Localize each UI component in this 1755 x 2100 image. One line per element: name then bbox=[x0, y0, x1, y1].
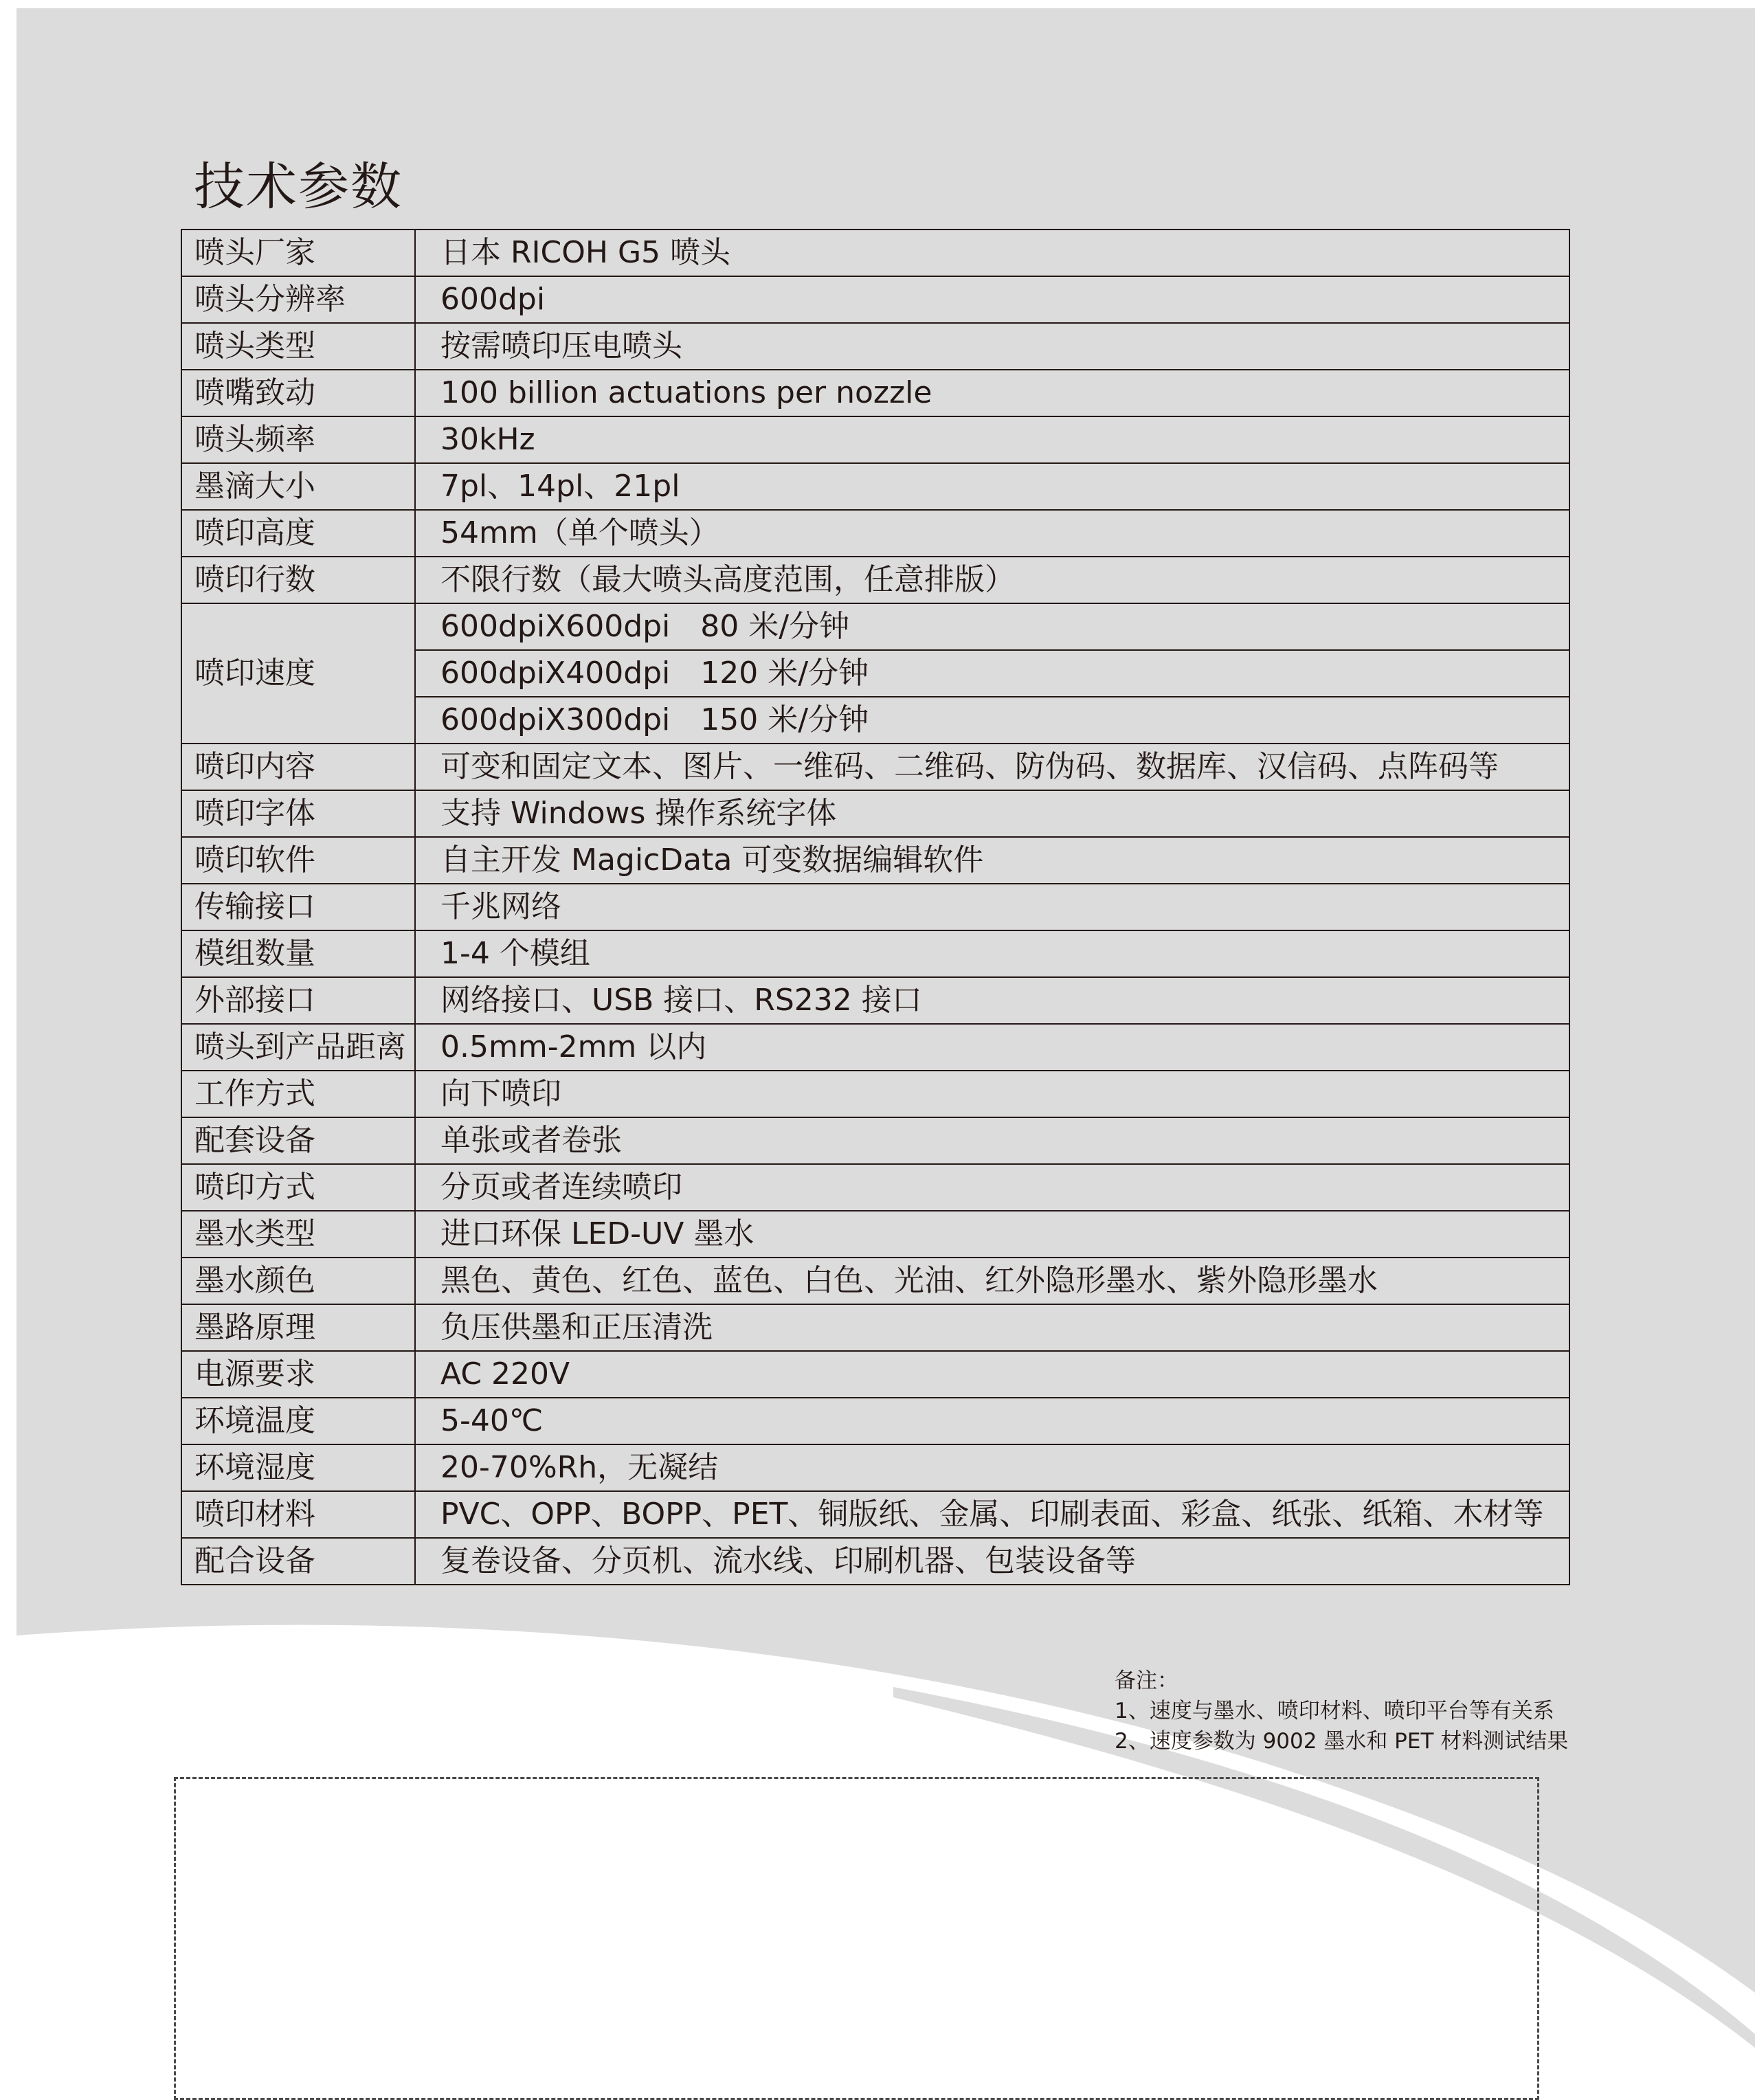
spec-value: 0.5mm-2mm 以内 bbox=[415, 1024, 1569, 1071]
spec-row bbox=[181, 1024, 1569, 1071]
notes-heading: 备注： bbox=[1115, 1668, 1178, 1693]
spec-label: 环境温度 bbox=[181, 1398, 415, 1444]
spec-value: 按需喷印压电喷头 bbox=[415, 323, 1569, 370]
spec-value: 7pl、14pl、21pl bbox=[415, 463, 1569, 510]
spec-value: 不限行数（最大喷头高度范围，任意排版） bbox=[415, 557, 1569, 603]
dashed-placeholder-box bbox=[174, 1777, 1539, 2100]
notes bbox=[1115, 1666, 1568, 1756]
spec-row bbox=[181, 510, 1569, 557]
spec-row bbox=[181, 977, 1569, 1024]
spec-value: 网络接口、USB 接口、RS232 接口 bbox=[415, 977, 1569, 1024]
spec-label: 墨水类型 bbox=[181, 1211, 415, 1258]
spec-label: 喷嘴致动 bbox=[181, 370, 415, 416]
spec-row bbox=[181, 1304, 1569, 1351]
spec-label: 喷印高度 bbox=[181, 510, 415, 557]
spec-label: 喷印速度 bbox=[181, 603, 415, 744]
note-item: 1、速度与墨水、喷印材料、喷印平台等有关系 bbox=[1115, 1699, 1554, 1723]
spec-label: 喷印内容 bbox=[181, 744, 415, 790]
spec-label: 喷头分辨率 bbox=[181, 276, 415, 323]
spec-row bbox=[181, 1538, 1569, 1585]
spec-row bbox=[181, 603, 1569, 650]
spec-row bbox=[181, 930, 1569, 977]
spec-label: 墨水颜色 bbox=[181, 1258, 415, 1304]
spec-row bbox=[181, 230, 1569, 276]
spec-row bbox=[181, 1211, 1569, 1258]
top-margin-strip bbox=[0, 0, 1755, 8]
spec-label: 喷头到产品距离 bbox=[181, 1024, 415, 1071]
spec-label: 喷印软件 bbox=[181, 837, 415, 884]
spec-value: 进口环保 LED-UV 墨水 bbox=[415, 1211, 1569, 1258]
spec-label: 外部接口 bbox=[181, 977, 415, 1024]
spec-value: 100 billion actuations per nozzle bbox=[415, 370, 1569, 416]
spec-value: 分页或者连续喷印 bbox=[415, 1164, 1569, 1211]
spec-label: 喷头厂家 bbox=[181, 230, 415, 276]
spec-value: 54mm（单个喷头） bbox=[415, 510, 1569, 557]
note-item: 2、速度参数为 9002 墨水和 PET 材料测试结果 bbox=[1115, 1729, 1569, 1754]
spec-value: 20-70%Rh，无凝结 bbox=[415, 1444, 1569, 1491]
spec-row bbox=[181, 790, 1569, 837]
spec-label: 电源要求 bbox=[181, 1351, 415, 1398]
spec-row bbox=[181, 276, 1569, 323]
spec-label: 环境湿度 bbox=[181, 1444, 415, 1491]
spec-value: 日本 RICOH G5 喷头 bbox=[415, 230, 1569, 276]
spec-value: 600dpiX400dpi 120 米/分钟 bbox=[415, 650, 1569, 697]
spec-label: 配套设备 bbox=[181, 1117, 415, 1164]
spec-value: 5-40℃ bbox=[415, 1398, 1569, 1444]
spec-row bbox=[181, 884, 1569, 930]
spec-row bbox=[181, 1491, 1569, 1538]
spec-row bbox=[181, 1164, 1569, 1211]
spec-value: 600dpiX300dpi 150 米/分钟 bbox=[415, 697, 1569, 744]
spec-value: 单张或者卷张 bbox=[415, 1117, 1569, 1164]
left-margin-strip bbox=[0, 0, 16, 2085]
spec-label: 喷印字体 bbox=[181, 790, 415, 837]
spec-value: 600dpiX600dpi 80 米/分钟 bbox=[415, 603, 1569, 650]
spec-value: 复卷设备、分页机、流水线、印刷机器、包装设备等 bbox=[415, 1538, 1569, 1585]
spec-label: 墨路原理 bbox=[181, 1304, 415, 1351]
spec-label: 传输接口 bbox=[181, 884, 415, 930]
spec-row bbox=[181, 463, 1569, 510]
spec-table bbox=[181, 229, 1570, 1585]
spec-row bbox=[181, 1117, 1569, 1164]
spec-label: 喷印行数 bbox=[181, 557, 415, 603]
spec-value: 1-4 个模组 bbox=[415, 930, 1569, 977]
spec-value: 600dpi bbox=[415, 276, 1569, 323]
spec-row bbox=[181, 1351, 1569, 1398]
spec-row bbox=[181, 557, 1569, 603]
spec-label: 模组数量 bbox=[181, 930, 415, 977]
spec-value: 支持 Windows 操作系统字体 bbox=[415, 790, 1569, 837]
spec-row bbox=[181, 744, 1569, 790]
spec-row bbox=[181, 1398, 1569, 1444]
spec-row bbox=[181, 837, 1569, 884]
spec-value: 自主开发 MagicData 可变数据编辑软件 bbox=[415, 837, 1569, 884]
spec-value: 负压供墨和正压清洗 bbox=[415, 1304, 1569, 1351]
spec-value: 千兆网络 bbox=[415, 884, 1569, 930]
spec-value: 向下喷印 bbox=[415, 1071, 1569, 1117]
spec-label: 喷头类型 bbox=[181, 323, 415, 370]
spec-row bbox=[181, 1258, 1569, 1304]
spec-label: 工作方式 bbox=[181, 1071, 415, 1117]
spec-row bbox=[181, 416, 1569, 463]
spec-label: 墨滴大小 bbox=[181, 463, 415, 510]
page-title: 技术参数 bbox=[194, 157, 403, 216]
spec-row bbox=[181, 370, 1569, 416]
spec-row bbox=[181, 1071, 1569, 1117]
spec-label: 喷头频率 bbox=[181, 416, 415, 463]
spec-label: 喷印方式 bbox=[181, 1164, 415, 1211]
spec-value: AC 220V bbox=[415, 1351, 1569, 1398]
spec-row bbox=[181, 1444, 1569, 1491]
spec-value: 可变和固定文本、图片、一维码、二维码、防伪码、数据库、汉信码、点阵码等 bbox=[415, 744, 1569, 790]
spec-label: 喷印材料 bbox=[181, 1491, 415, 1538]
spec-value: 黑色、黄色、红色、蓝色、白色、光油、红外隐形墨水、紫外隐形墨水 bbox=[415, 1258, 1569, 1304]
spec-label: 配合设备 bbox=[181, 1538, 415, 1585]
spec-value: 30kHz bbox=[415, 416, 1569, 463]
spec-row bbox=[181, 323, 1569, 370]
spec-value: PVC、OPP、BOPP、PET、铜版纸、金属、印刷表面、彩盒、纸张、纸箱、木材等 bbox=[415, 1491, 1569, 1538]
